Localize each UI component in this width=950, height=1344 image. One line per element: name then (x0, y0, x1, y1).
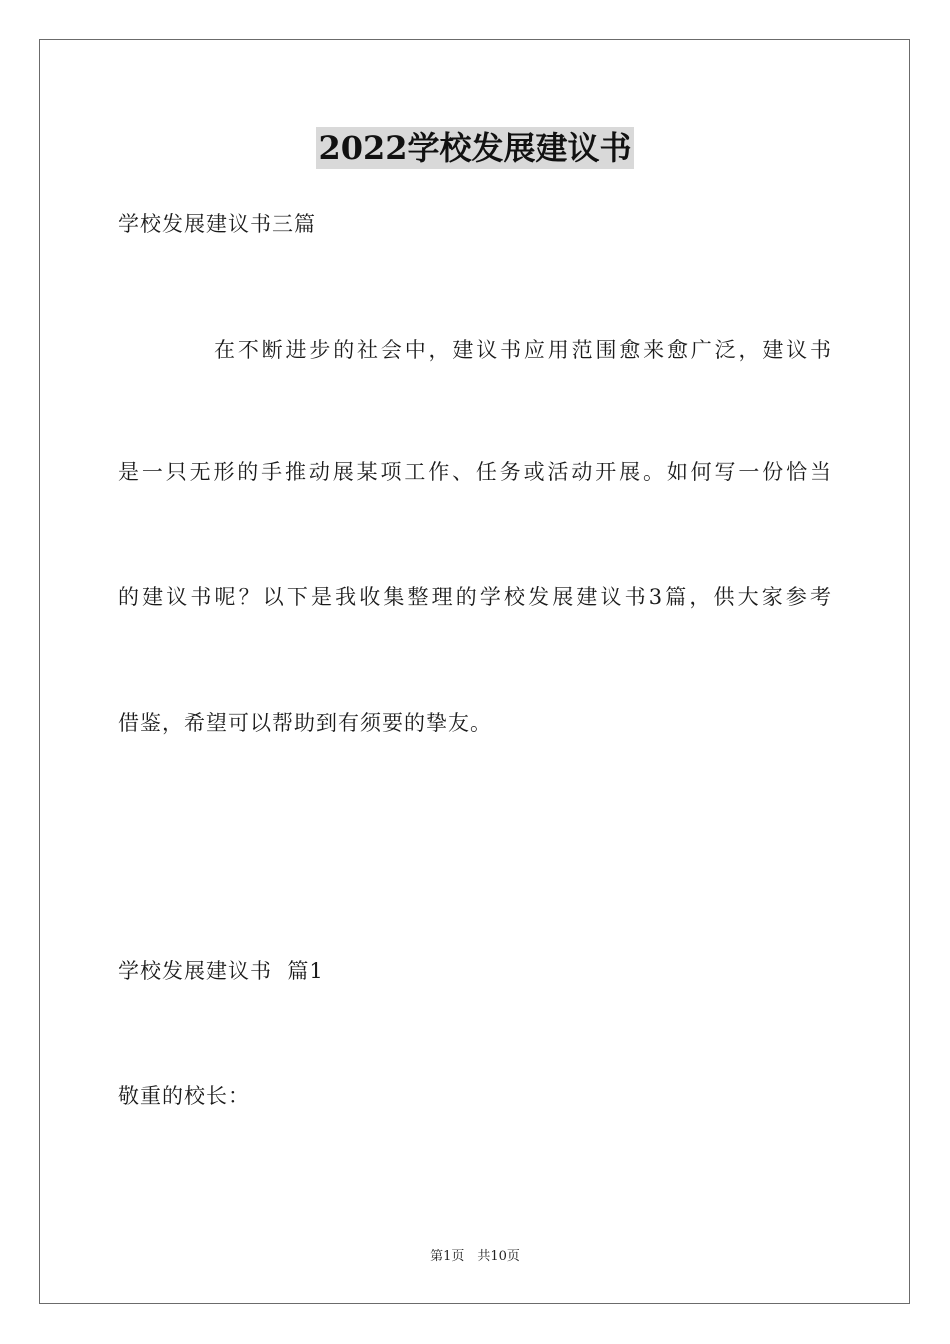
salutation: 敬重的校长： (118, 1084, 250, 1108)
paragraph-line-2: 是一只无形的手推动展某项工作、任务或活动开展。如何写一份恰当 (118, 460, 832, 484)
document-subtitle: 学校发展建议书三篇 (118, 212, 316, 236)
paragraph-line-4: 借鉴，希望可以帮助到有须要的挚友。 (118, 711, 492, 735)
section-heading: 学校发展建议书 篇1 (118, 959, 324, 983)
page-footer: 第1页 共10页 (430, 1249, 520, 1264)
document-title: 2022学校发展建议书 (318, 129, 632, 167)
paragraph-line-3: 的建议书呢？以下是我收集整理的学校发展建议书3篇，供大家参考 (118, 585, 832, 609)
paragraph-line-1: 在不断进步的社会中，建议书应用范围愈来愈广泛，建议书 (214, 338, 832, 362)
title-container (0, 127, 950, 169)
